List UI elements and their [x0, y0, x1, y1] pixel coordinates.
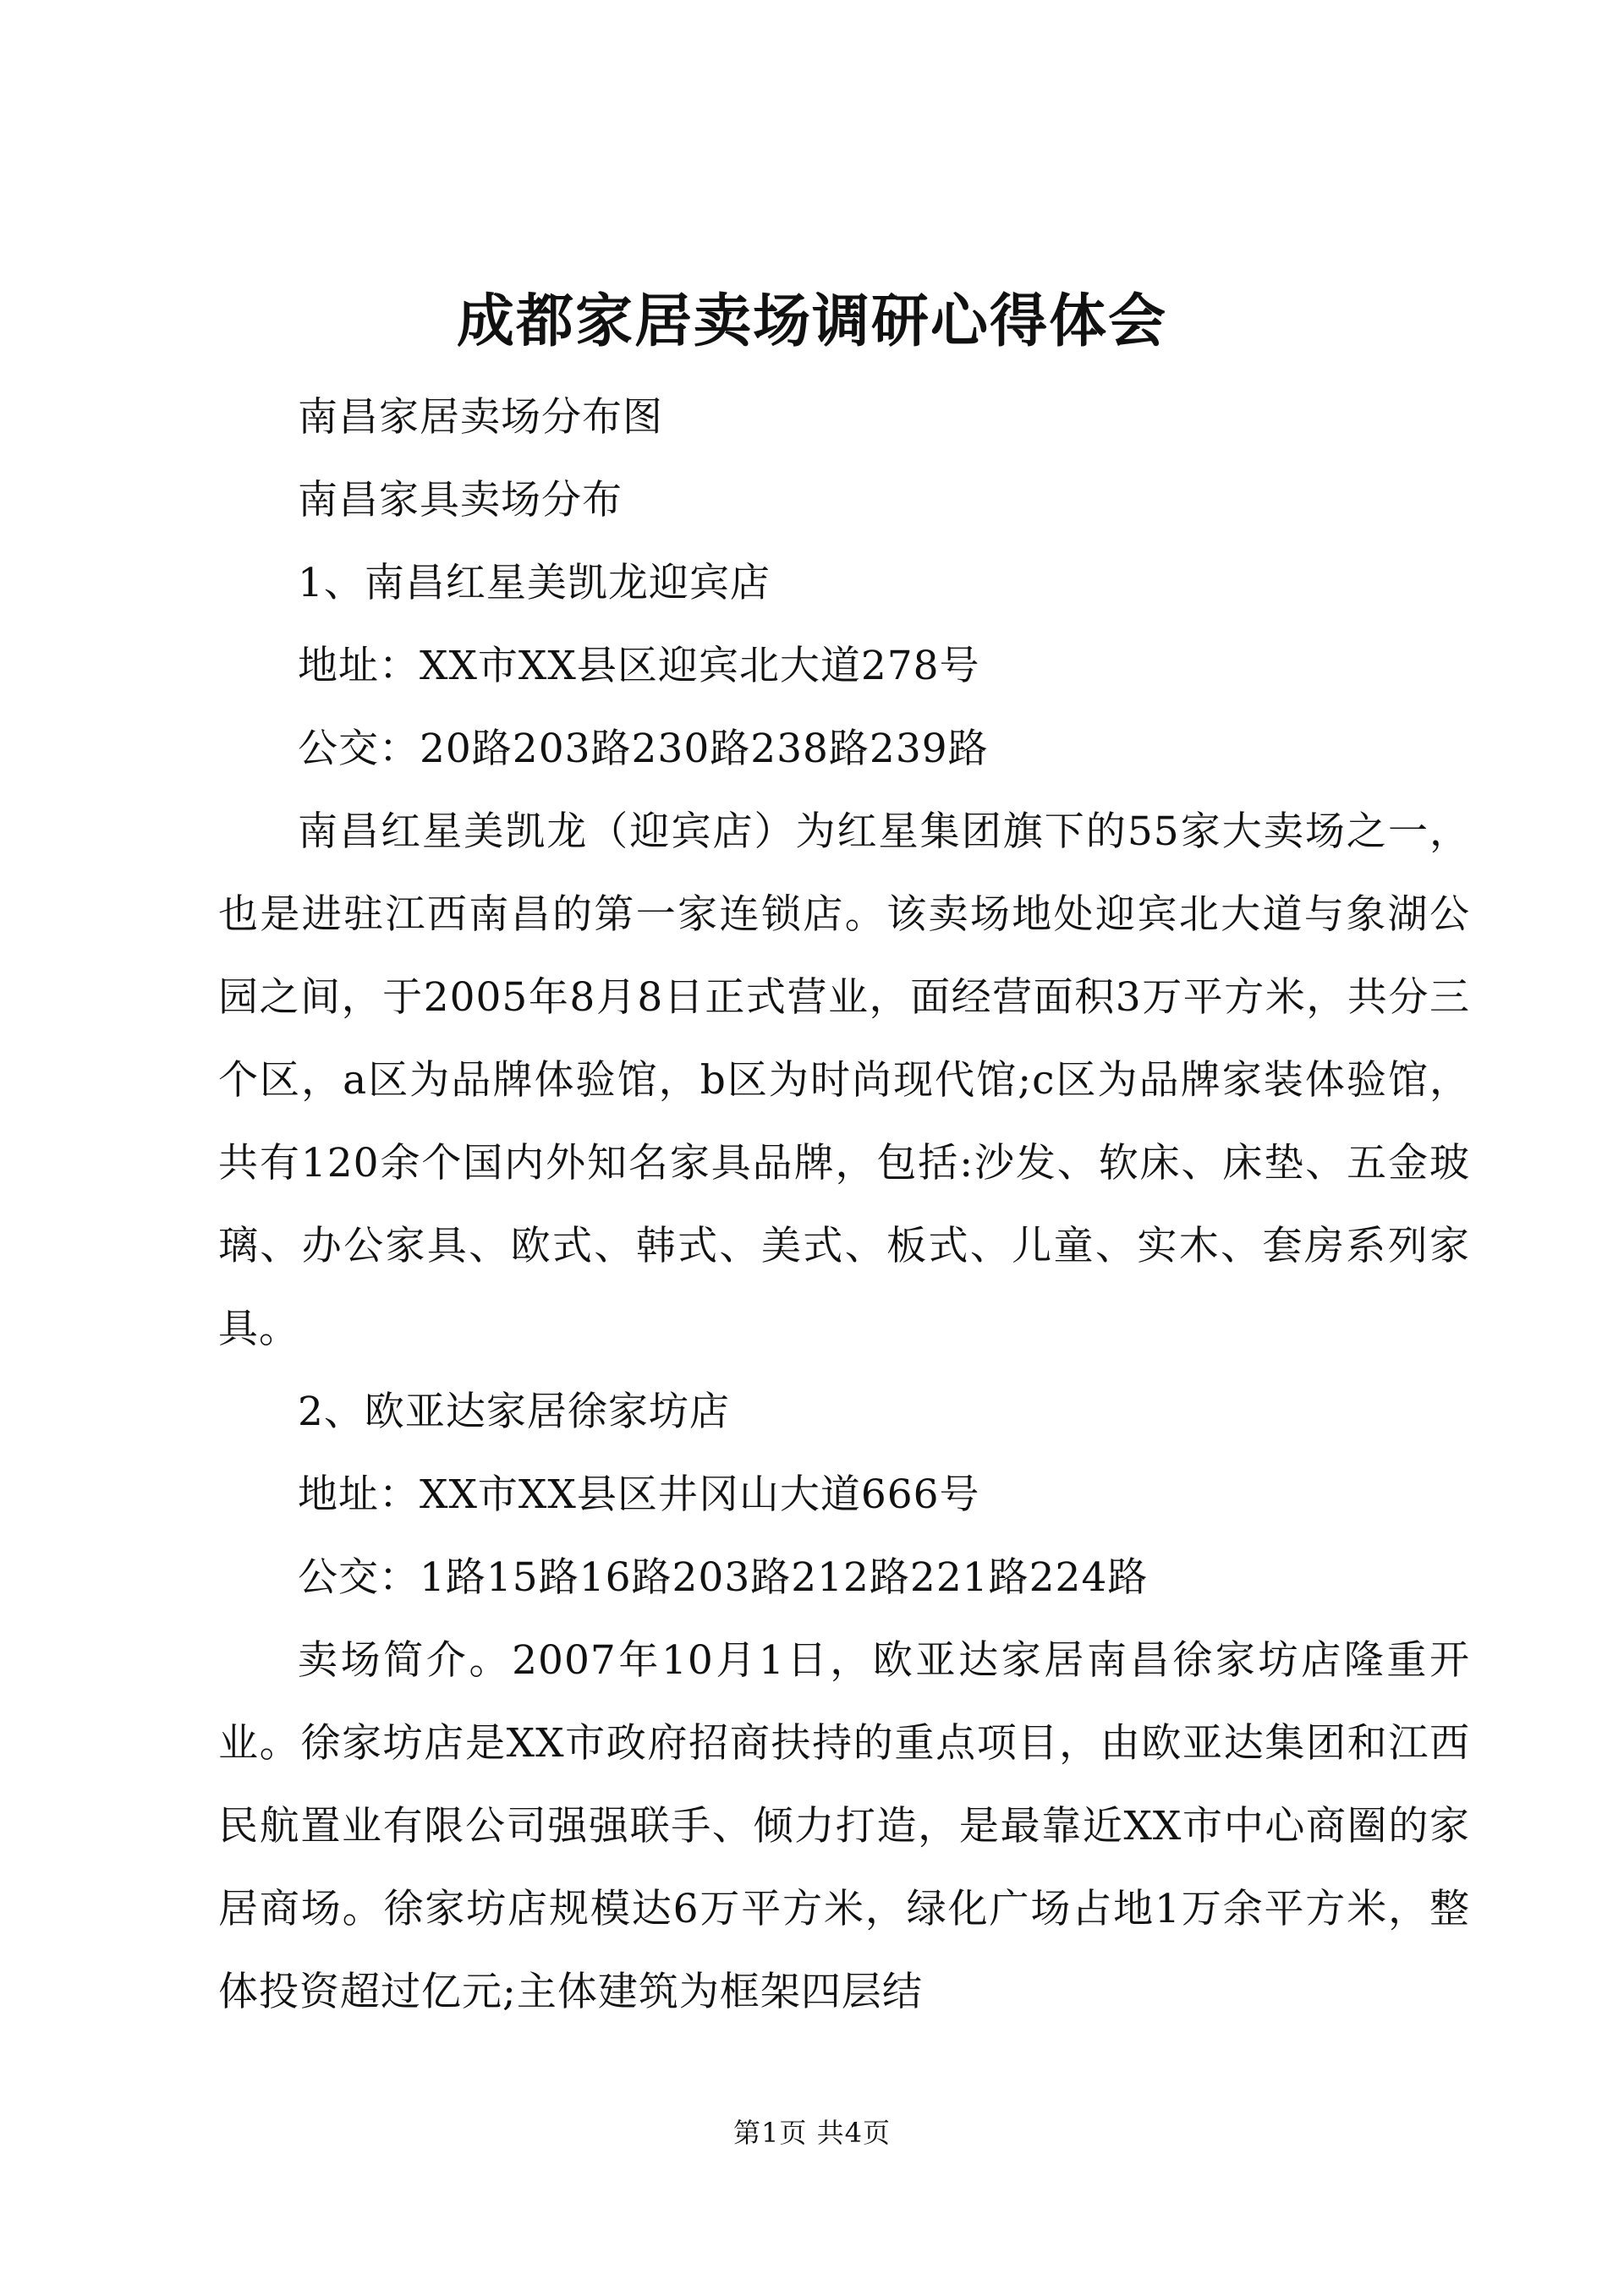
paragraph-store-2-bus: 公交：1路15路16路203路212路221路224路 — [298, 1554, 1149, 1601]
paragraph-store-2-description: 卖场简介。2007年10月1日，欧亚达家居南昌徐家坊店隆重开业。徐家坊店是XX市政府招商扶持的重点项目，由欧亚达集团和江西民航置业有限公司强强联手、倾力打造，是最靠近XX市中心商圈的家居商场。徐家坊店规模达6万平方米，绿化广场占地1万余平方米，整体投资超过亿元;主体建筑为框架四层结 — [218, 1637, 1470, 2015]
page-footer: 第1页 共4页 — [733, 2117, 891, 2149]
paragraph-store-1-address: 地址：XX市XX县区迎宾北大道278号 — [298, 643, 980, 689]
paragraph-heading-distribution: 南昌家具卖场分布 — [298, 477, 623, 523]
paragraph-heading-map: 南昌家居卖场分布图 — [298, 394, 663, 441]
paragraph-store-2-address: 地址：XX市XX县区井冈山大道666号 — [298, 1471, 980, 1518]
paragraph-store-1-description: 南昌红星美凯龙（迎宾店）为红星集团旗下的55家大卖场之一，也是进驻江西南昌的第一家连锁店。该卖场地处迎宾北大道与象湖公园之间，于2005年8月8日正式营业，面经营面积3万平方米，共分三个区，a区为品牌体验馆，b区为时尚现代馆;c区为品牌家装体验馆，共有120余个国内外知名家具品牌，包括:沙发、软床、床垫、五金玻璃、办公家具、欧式、韩式、美式、板式、儿童、实木、套房系列家具。 — [218, 808, 1470, 1352]
document-body — [218, 376, 1470, 2034]
paragraph-store-1-bus: 公交：20路203路230路238路239路 — [298, 726, 989, 772]
paragraph-store-2-name: 2、欧亚达家居徐家坊店 — [298, 1389, 730, 1435]
document-title: 成都家居卖场调研心得体会 — [456, 288, 1167, 355]
paragraph-store-1-name: 1、南昌红星美凯龙迎宾店 — [298, 560, 771, 606]
